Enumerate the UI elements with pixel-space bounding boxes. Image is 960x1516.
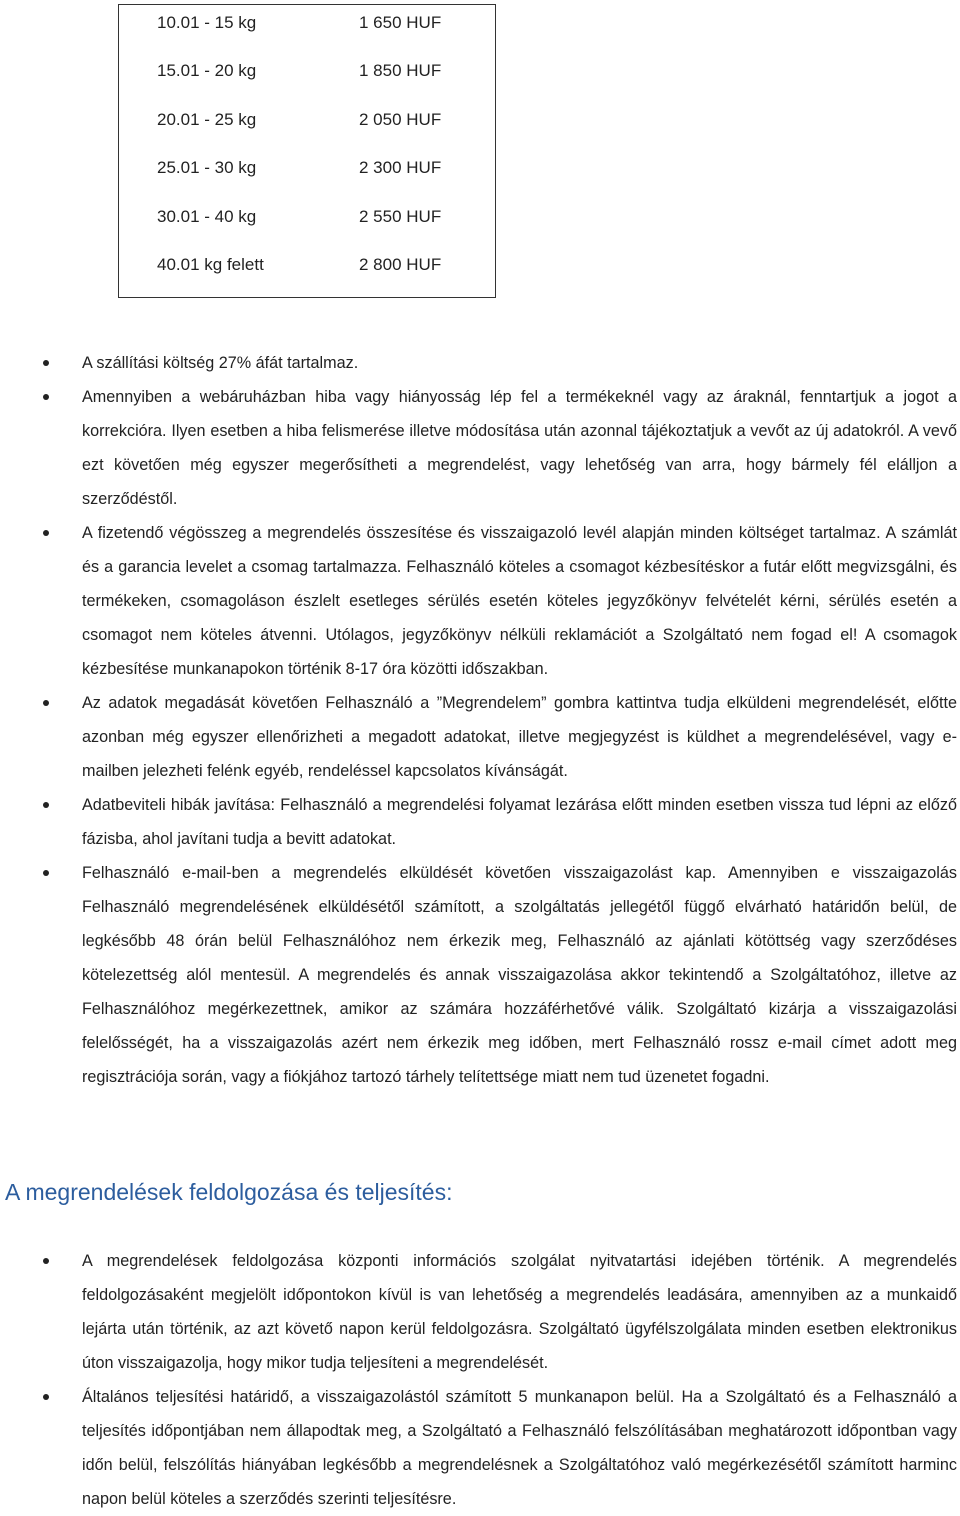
list-item [0,380,960,516]
bullet-icon [43,1394,49,1400]
list-item [0,788,960,856]
shipping-price: 2 050 HUF [359,110,442,129]
list-item [0,856,960,1094]
weight-range: 10.01 - 15 kg [157,13,257,32]
list-item [0,1244,960,1380]
list-item-text: Az adatok megadását követően Felhasználó a ”Megrendelem” gombra kattintva tudja elküldeni megrendelését, előtte azonban még egyszer ellenőrizheti a megadott adatokat, illetve megjegyzést is küldhet a megrendelésével, vagy e-mailben jelezheti felénk egyéb, rendeléssel kapcsolatos kívánságát. [82,694,957,780]
weight-range: 15.01 - 20 kg [157,61,257,80]
shipping-price: 2 550 HUF [359,207,442,226]
list-item-text: Általános teljesítési határidő, a visszaigazolástól számított 5 munkanapon belül. Ha a Szolgáltató és a Felhasználó a teljesítés időpontjában nem állapodtak meg, a Szolgáltató a Felhasználó felszólításában meghatározott időpontban vagy időn belül, felszólítás hiányában legkésőbb a megrendelésnek a Szolgáltatóhoz való megérkezésétől számított harminc napon belül köteles a szerződés szerinti teljesítésre. [82,1388,957,1508]
shipping-rate-table [118,4,496,298]
rate-row [119,253,495,277]
section-heading: A megrendelések feldolgozása és teljesítés: [5,1179,453,1205]
bullet-icon [43,802,49,808]
shipping-price: 1 850 HUF [359,61,442,80]
list-item-text: Felhasználó e-mail-ben a megrendelés elküldését követően visszaigazolást kap. Amennyiben e visszaigazolás Felhasználó megrendelésének elküldésétől számított, a szolgáltatás jellegétől függő elvárható határidőn belül, de legkésőbb 48 órán belül Felhasználóhoz nem érkezik meg, Felhasználó az ajánlati kötöttség vagy szerződéses kötelezettség alól mentesül. A megrendelés és annak visszaigazolása akkor tekintendő a Szolgáltatóhoz, illetve az Felhasználóhoz megérkezettnek, amikor az számára hozzáférhetővé válik. Szolgáltató kizárja a visszaigazolási felelősségét, ha a visszaigazolás azért nem érkezik meg időben, mert Felhasználó rossz e-mail címet adott meg regisztrációja során, vagy a fiókjához tartozó tárhely telítettsége miatt nem tud üzenetet fogadni. [82,864,957,1086]
bullet-icon [43,360,49,366]
list-item [0,686,960,788]
shipping-price: 1 650 HUF [359,13,442,32]
rate-row [119,108,495,132]
shipping-price: 2 800 HUF [359,255,442,274]
list-item [0,1380,960,1516]
rate-row [119,59,495,83]
bullet-icon [43,394,49,400]
list-item-text: A szállítási költség 27% áfát tartalmaz. [82,354,359,372]
shipping-terms-list [0,346,960,1094]
weight-range: 20.01 - 25 kg [157,110,257,129]
bullet-icon [43,870,49,876]
weight-range: 30.01 - 40 kg [157,207,257,226]
weight-range: 25.01 - 30 kg [157,158,257,177]
list-item-text: A megrendelések feldolgozása központi információs szolgálat nyitvatartási idejében történik. A megrendelés feldolgozásaként megjelölt időpontokon kívül is van lehetőség a megrendelés leadására, amennyiben az a munkaidő lejárta után történik, az azt követő napon kerül feldolgozásra. Szolgáltató ügyfélszolgálata minden esetben elektronikus úton visszaigazolja, hogy mikor tudja teljesíteni a megrendelését. [82,1252,957,1372]
list-item-text: Adatbeviteli hibák javítása: Felhasználó a megrendelési folyamat lezárása előtt minden esetben vissza tud lépni az előző fázisba, ahol javítani tudja a bevitt adatokat. [82,796,957,848]
list-item [0,346,960,380]
list-item-text: A fizetendő végösszeg a megrendelés összesítése és visszaigazoló levél alapján minden költséget tartalmaz. A számlát és a garancia levelet a csomag tartalmazza. Felhasználó köteles a csomagot kézbesítéskor a futár előtt megvizsgálni, és termékeken, csomagoláson észlelt esetleges sérülés esetén köteles jegyzőkönyv felvételét kérni, sérülés esetén a csomagot nem köteles átvenni. Utólagos, jegyzőkönyv nélküli reklamációt a Szolgáltató nem fogad el! A csomagok kézbesítése munkanapokon történik 8-17 óra közötti időszakban. [82,524,957,678]
bullet-icon [43,530,49,536]
rate-row [119,156,495,180]
processing-terms-list [0,1244,960,1516]
rate-row [119,205,495,229]
shipping-price: 2 300 HUF [359,158,442,177]
weight-range: 40.01 kg felett [157,255,264,274]
list-item [0,516,960,686]
bullet-icon [43,1258,49,1264]
list-item-text: Amennyiben a webáruházban hiba vagy hiányosság lép fel a termékeknél vagy az áraknál, fenntartjuk a jogot a korrekcióra. Ilyen esetben a hiba felismerése illetve módosítása után azonnal tájékoztatjuk a vevőt az új adatokról. A vevő ezt követően még egyszer megerősítheti a megrendelést, vagy lehetőség van arra, hogy bármely fél elálljon a szerződéstől. [82,388,957,508]
rate-row [119,11,495,35]
bullet-icon [43,700,49,706]
